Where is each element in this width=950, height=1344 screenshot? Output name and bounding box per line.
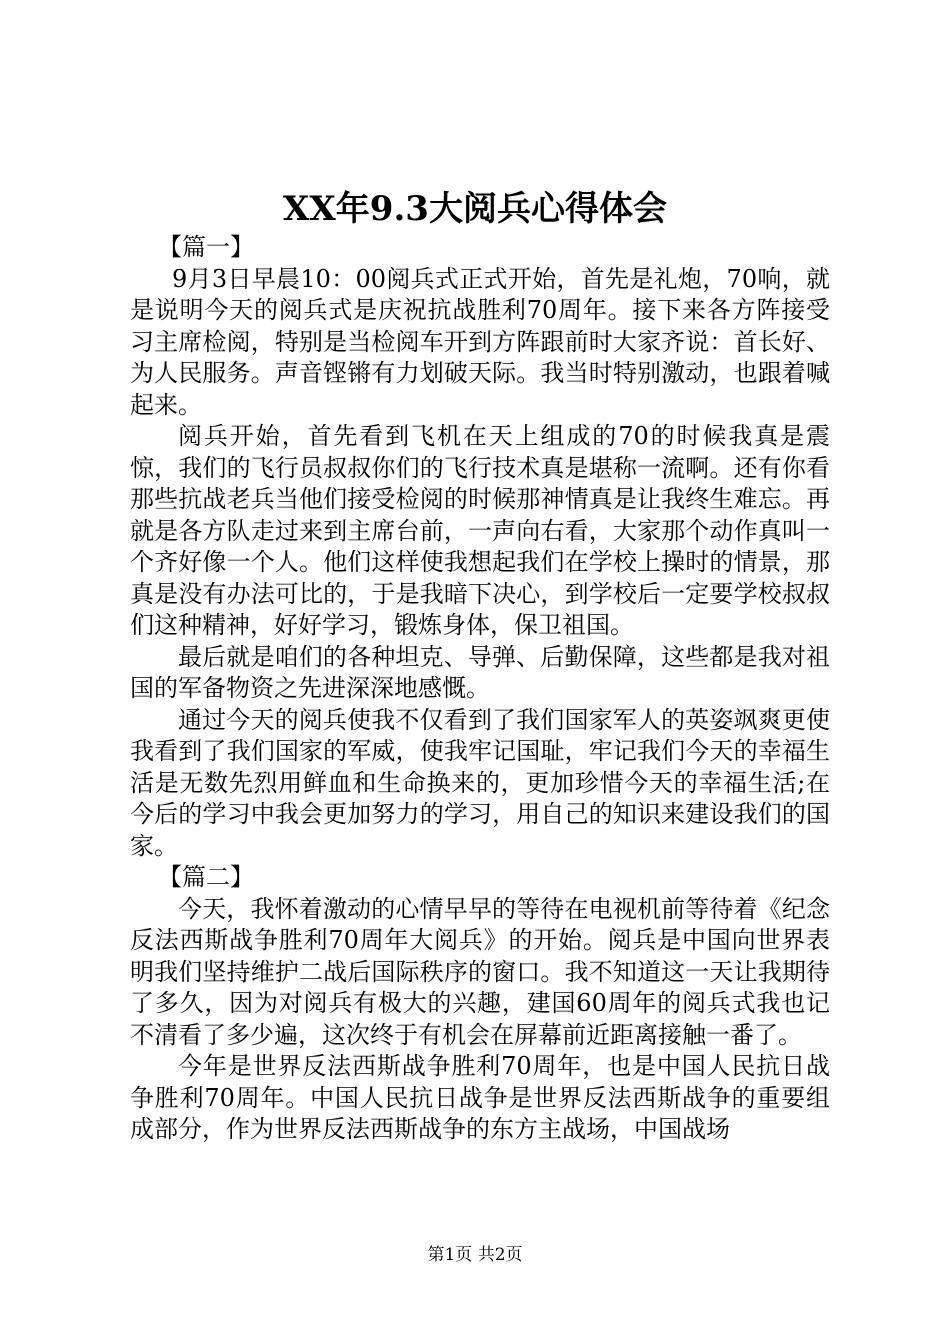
paragraph: 今年是世界反法西斯战争胜利70周年，也是中国人民抗日战争胜利70周年。中国人民抗日战争是世界反法西斯战争的重要组成部分，作为世界反法西斯战争的东方主战场，中国战场 xyxy=(130,1052,830,1143)
paragraph: 通过今天的阅兵使我不仅看到了我们国家军人的英姿飒爽更使我看到了我们国家的军威，使我牢记国耻，牢记我们今天的幸福生活是无数先烈用鲜血和生命换来的，更加珍惜今天的幸福生活;在今后的学习中我会更加努力的学习，用自己的知识来建设我们的国家。 xyxy=(130,705,830,860)
document-body xyxy=(130,232,830,1146)
paragraph: 9月3日早晨10：00阅兵式正式开始，首先是礼炮，70响，就是说明今天的阅兵式是庆祝抗战胜利70周年。接下来各方阵接受习主席检阅，特别是当检阅车开到方阵跟前时大家齐说：首长好、为人民服务。声音铿锵有力划破天际。我当时特别激动，也跟着喊起来。 xyxy=(130,264,830,419)
paragraph: 阅兵开始，首先看到飞机在天上组成的70的时候我真是震惊，我们的飞行员叔叔你们的飞行技术真是堪称一流啊。还有你看那些抗战老兵当他们接受检阅的时候那神情真是让我终生难忘。再就是各方队走过来到主席台前，一声向右看，大家那个动作真叫一个齐好像一个人。他们这样使我想起我们在学校上操时的情景，那真是没有办法可比的，于是我暗下决心，到学校后一定要学校叔叔们这种精神，好好学习，锻炼身体，保卫祖国。 xyxy=(130,422,830,639)
document-title: XX年9.3大阅兵心得体会 xyxy=(283,189,667,229)
paragraph: 最后就是咱们的各种坦克、导弹、后勤保障，这些都是我对祖国的军备物资之先进深深地感慨。 xyxy=(130,642,830,702)
paragraph: 今天，我怀着激动的心情早早的等待在电视机前等待着《纪念反法西斯战争胜利70周年大阅兵》的开始。阅兵是中国向世界表明我们坚持维护二战后国际秩序的窗口。我不知道这一天让我期待了多久，因为对阅兵有极大的兴趣，建国60周年的阅兵式我也记不清看了多少遍，这次终于有机会在屏幕前近距离接触一番了。 xyxy=(130,894,830,1049)
section-label-2: 【篇二】 xyxy=(158,863,254,891)
page-footer: 第1页 共2页 xyxy=(427,1245,523,1265)
section-label-1: 【篇一】 xyxy=(158,233,254,261)
